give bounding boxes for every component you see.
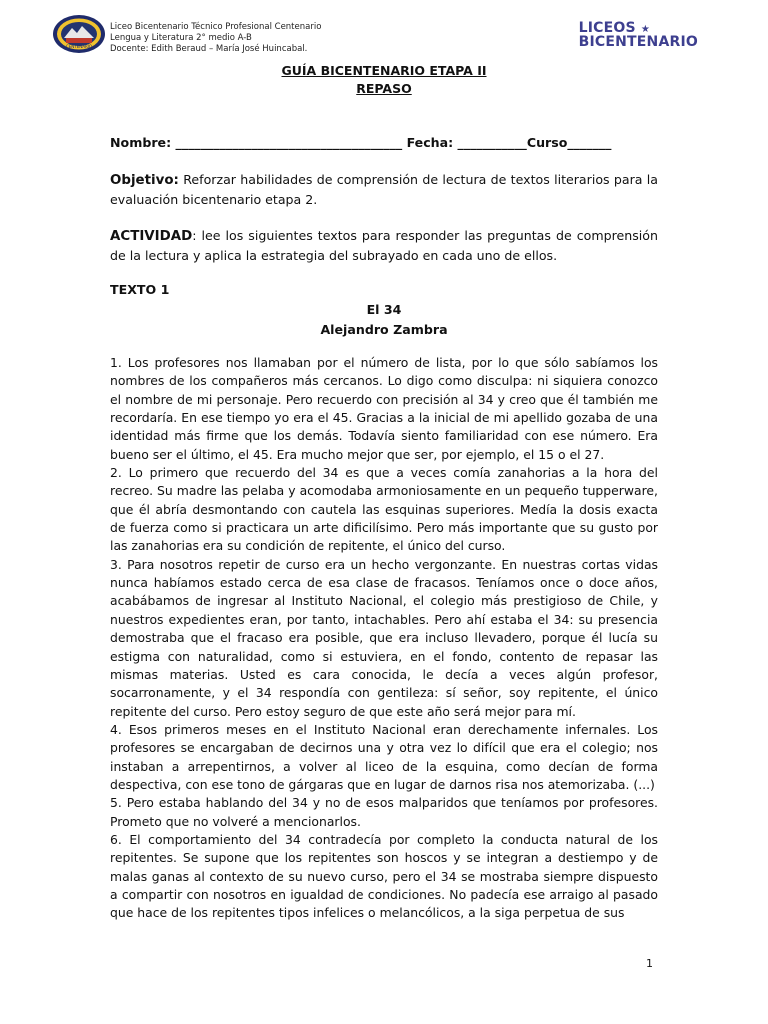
document-header <box>52 12 698 58</box>
activity-label: ACTIVIDAD <box>110 229 193 244</box>
page-number: 1 <box>646 957 653 970</box>
objective-label: Objetivo: <box>110 173 179 188</box>
guide-title <box>0 62 768 98</box>
story-heading <box>0 300 768 340</box>
story-author: Alejandro Zambra <box>320 322 448 337</box>
title-line-2: REPASO <box>356 81 412 96</box>
story-paragraph: 5. Pero estaba hablando del 34 y no de esos malparidos que teníamos por profesores. Prometo que no volveré a mencionarlos. <box>110 795 658 829</box>
story-paragraph: 6. El comportamiento del 34 contradecía por completo la conducta natural de los repitentes. Se supone que los repitentes son hoscos y se integran a destiempo y de malas ganas al contexto de su nuevo curso, pero el 34 se mostraba siempre dispuesto a compartir con nosotros en igualdad de condiciones. No padecía ese arraigo al pasado que hace de los repitentes tipos infelices o melancólicos, a la siga perpetua de sus <box>110 831 658 921</box>
svg-text:CENTENARIO: CENTENARIO <box>65 44 93 49</box>
objective-text: Reforzar habilidades de comprensión de lectura de textos literarios para la evaluación bicentenario etapa 2. <box>110 172 658 207</box>
star-icon: ★ <box>640 24 651 35</box>
institution-name: Liceo Bicentenario Técnico Profesional Centenario <box>110 22 322 32</box>
teachers-name: Docente: Edith Beraud – María José Huincabal. <box>110 44 308 54</box>
header-info <box>110 22 321 55</box>
story-paragraph: 4. Esos primeros meses en el Instituto Nacional eran derechamente infernales. Los profesores se encargaban de decirnos una y otra vez lo difícil que era el colegio; nos instaban a arrepentirnos, a volver al liceo de la esquina, como decían de forma despectiva, con ese tono de gárgaras que en lugar de darnos risa nos atemorizaba. (...) <box>110 721 658 792</box>
school-crest-icon <box>52 14 106 54</box>
student-info-line: Nombre: ____________________________________ Fecha: ___________Curso_______ <box>110 135 612 150</box>
story-body <box>110 354 658 923</box>
brand-line-1: LICEOS <box>578 20 636 36</box>
story-paragraph: 3. Para nosotros repetir de curso era un hecho vergonzante. En nuestras cortas vidas nunca habíamos estado cerca de esa clase de fracasos. Teníamos once o doce años, acabábamos de ingresar al Instituto Nacional, el colegio más prestigioso de Chile, y nuestros expedientes eran, por tanto, intachables. Pero ahí estaba el 34: su presencia demostraba que el fracaso era posible, que era incluso llevadero, porque él lucía su estigma con naturalidad, como si estuviera, en el fondo, contento de repasar las mismas materias. Usted es cara conocida, le decía a veces algún profesor, socarronamente, y el 34 respondía con gentileza: sí señor, soy repitente, el único repitente del curso. Pero estoy seguro de que este año será mejor para mí. <box>110 556 658 719</box>
text-section-label: TEXTO 1 <box>110 282 170 297</box>
brand-line-2: BICENTENARIO <box>578 34 698 50</box>
course-name: Lengua y Literatura 2° medio A-B <box>110 33 252 43</box>
activity-paragraph <box>110 227 658 266</box>
story-paragraph: 2. Lo primero que recuerdo del 34 es que a veces comía zanahorias a la hora del recreo. Su madre las pelaba y acomodaba armoniosamente en un pequeño tupperware, que él abría desmontando con cautela las esquinas superiores. Medía la dosis exacta de fuerza como si practicara un arte dificilísimo. Pero más importante que su gusto por las zanahorias era su condición de repitente, el único del curso. <box>110 465 658 554</box>
title-line-1: GUÍA BICENTENARIO ETAPA II <box>281 63 487 78</box>
objective-paragraph <box>110 171 658 210</box>
story-title: El 34 <box>366 302 402 317</box>
liceos-bicentenario-logo <box>579 22 698 49</box>
activity-text: : lee los siguientes textos para responder las preguntas de comprensión de la lectura y aplica la estrategia del subrayado en cada uno de ellos. <box>110 228 658 263</box>
story-paragraph: 1. Los profesores nos llamaban por el número de lista, por lo que sólo sabíamos los nombres de los compañeros más cercanos. Lo digo como disculpa: ni siquiera conozco el nombre de mi personaje. Pero recuerdo con precisión al 34 y creo que él también me recordaría. En ese tiempo yo era el 45. Gracias a la inicial de mi apellido gozaba de una identidad más firme que los demás. Todavía siento familiaridad con ese número. Era bueno ser el último, el 45. Era mucho mejor que ser, por ejemplo, el 15 o el 27. <box>110 355 658 462</box>
